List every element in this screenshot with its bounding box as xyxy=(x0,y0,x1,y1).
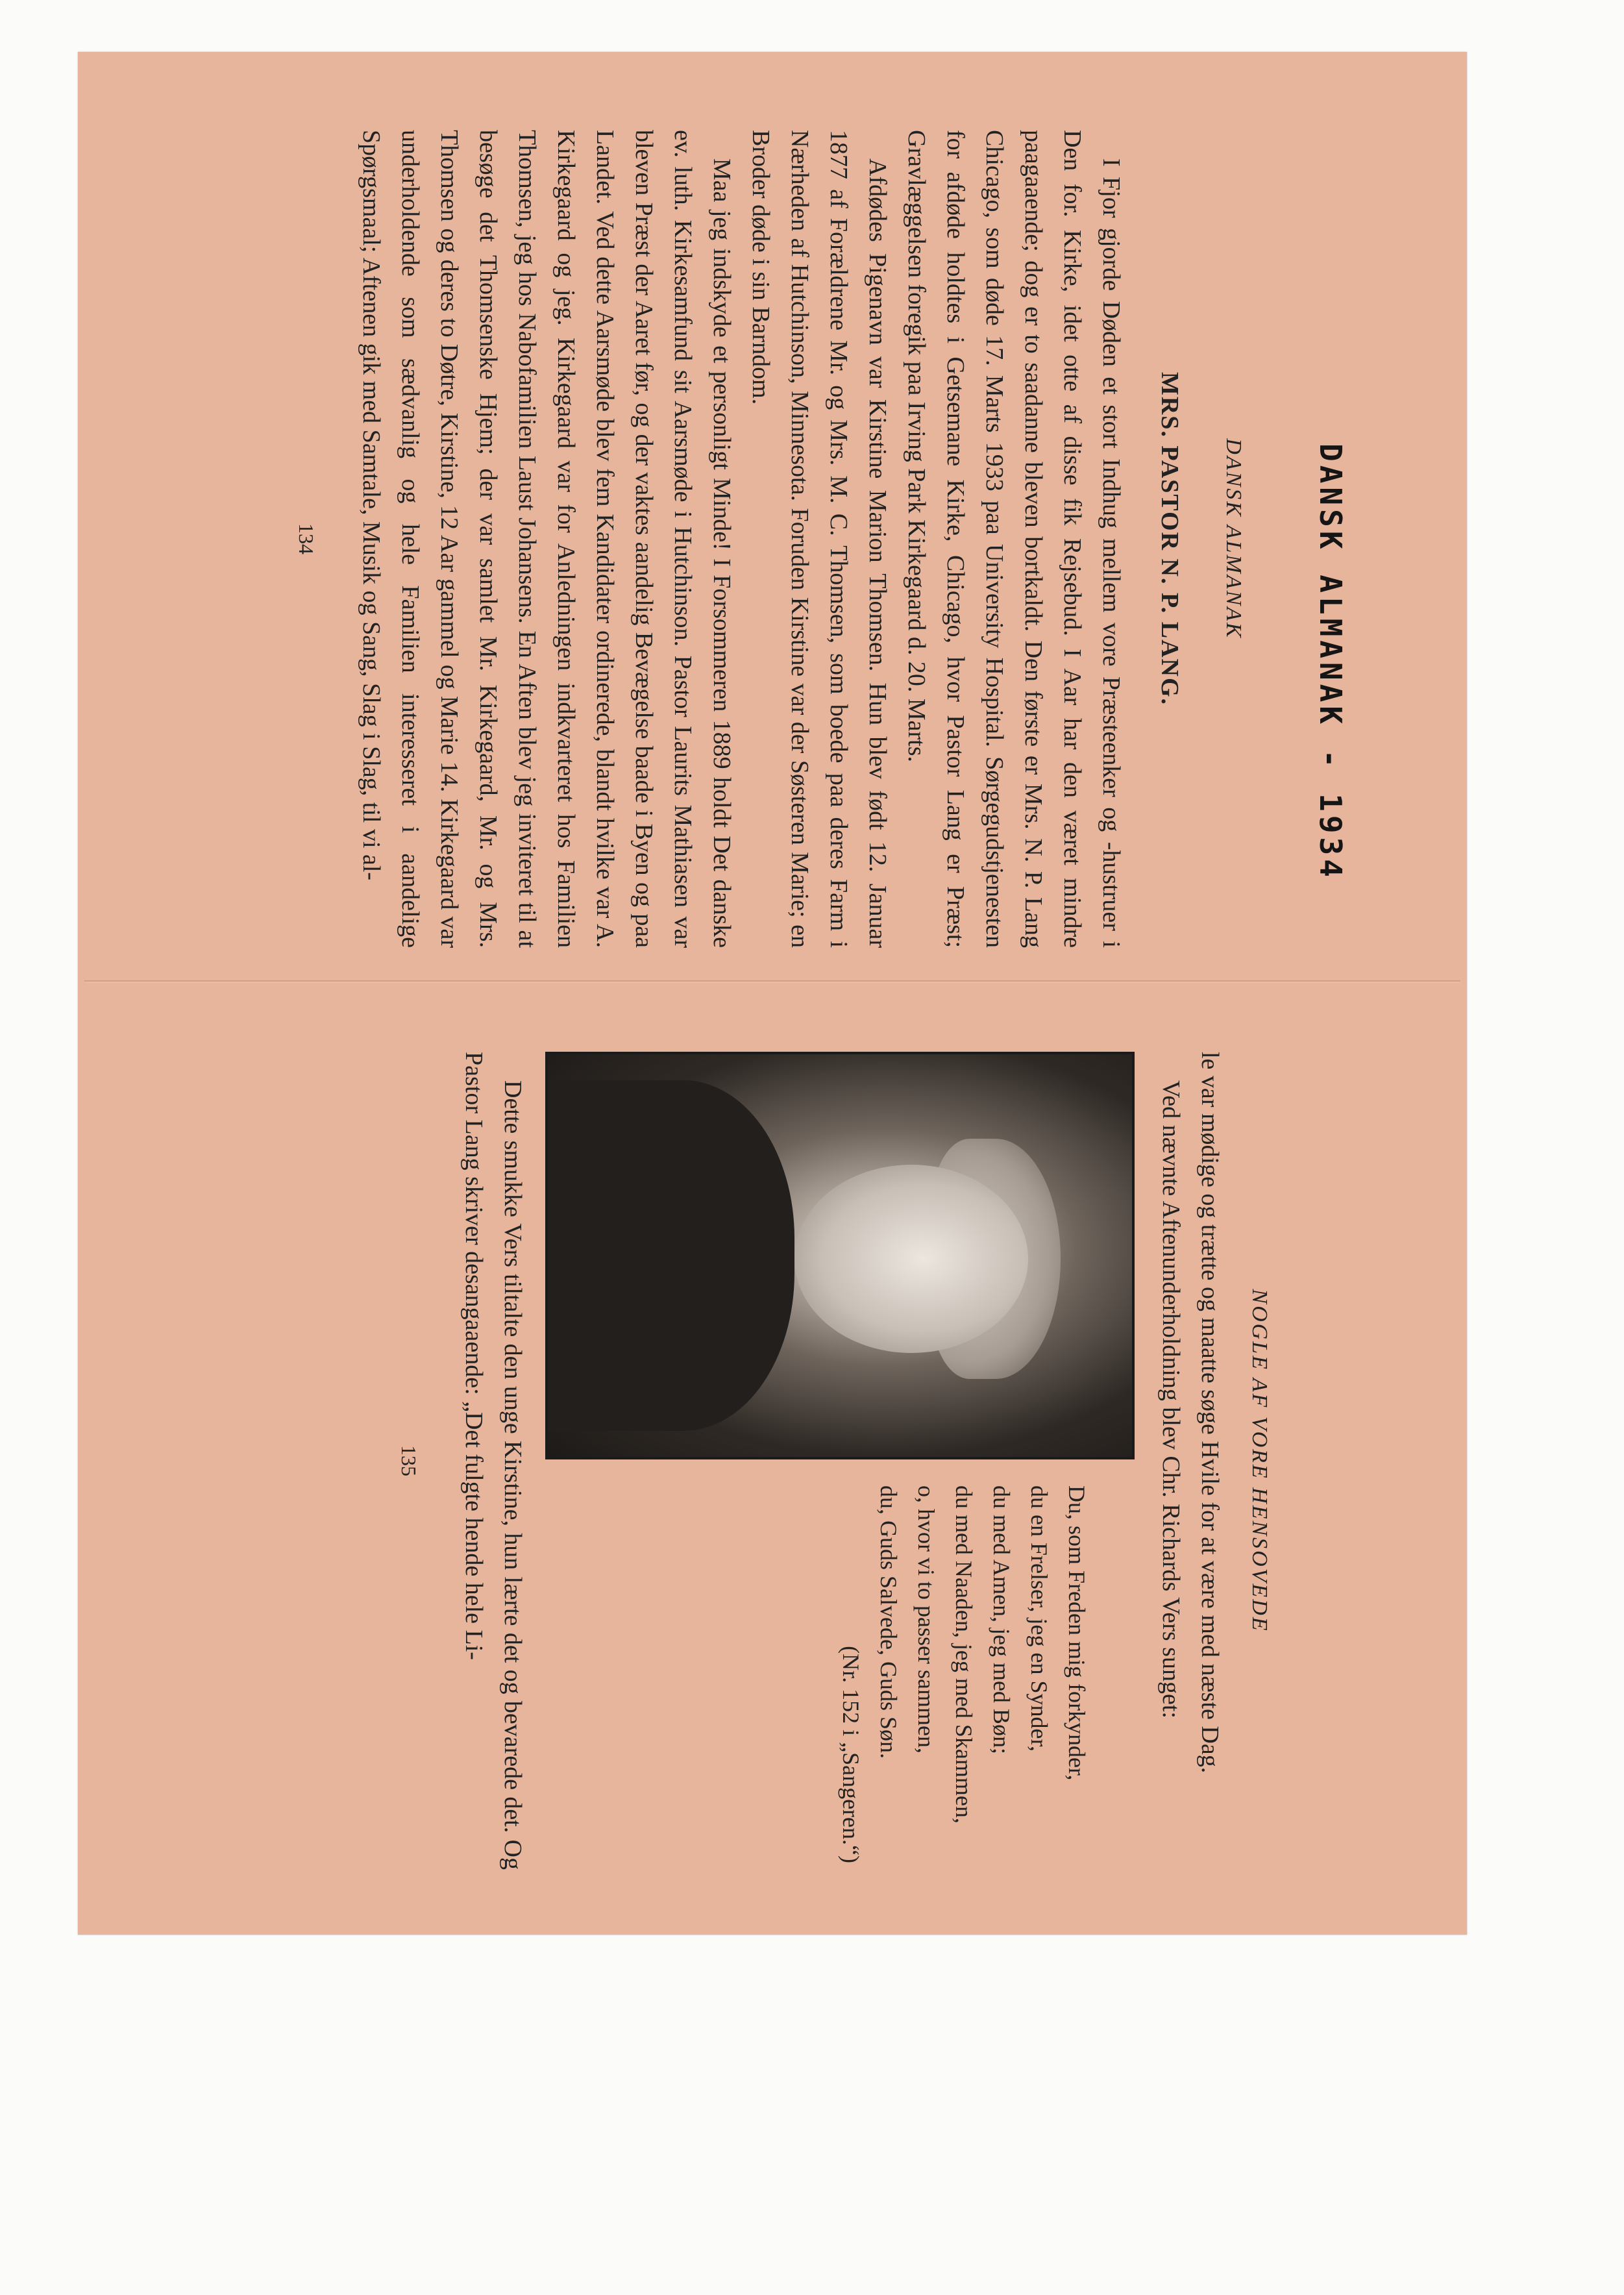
paragraph: Maa jeg indskyde et personligt Minde! I Forsommeren 1889 holdt Det danske ev. luth. Kirkesamfund sit Aarsmøde i Hutchinson. Pastor Laurits Mathiasen var bleven Præst der Aaret før, og der vaktes aandelig Bevægelse baade i Byen og paa Landet. Ved dette Aarsmøde blev fem Kandidater ordinerede, blandt hvilke var A. Kirkegaard og jeg. Kirkegaard var for Anledningen indkvarteret hos Familien Thomsen, jeg hos Nabofamilien Laust Johansens. En Aften blev jeg inviteret til at besøge det Thomsenske Hjem; der var samlet Mr. Kirkegaard, Mr. og Mrs. Thomsen og deres to Døtre, Kirstine, 12 Aar gammel og Marie 14. Kirkegaard var underholdende som sædvanlig og hele Familien interesseret i aandelige Spørgsmaal; Aftenen gik med Samtale, Musik og Sang, Slag i Slag, til vi al- xyxy=(358,130,735,948)
poem-line: du, Guds Salvede, Guds Søn. xyxy=(876,1485,902,1759)
poem-line: du en Frelser, jeg en Synder, xyxy=(1026,1485,1052,1752)
paragraph: I Fjor gjorde Døden et stort Indhug mellem vore Præsteenker og -hustruer i Den for. Kirke, idet otte af disse fik Rejsebud. I Aar har den været mindre paagaaende; dog er to saadanne bleven bortkaldt. Den første er Mrs. N. P. Lang Chicago, som døde 17. Marts 1933 paa University Hospital. Sørgegudstjenesten for afdøde holdtes i Getsemane Kirke, Chicago, hvor Pastor Lang er Præst; Gravlæggelsen foregik paa Irving Park Kirkegaard d. 20. Marts. xyxy=(903,130,1125,948)
page-header: DANSK ALMANAK xyxy=(1222,438,1246,639)
page-number: 135 xyxy=(397,1445,421,1476)
photo-and-poem xyxy=(545,1052,1135,1870)
page-135 xyxy=(266,1052,1279,1870)
paragraph: Dette smukke Vers tiltalte den unge Kirstine, hun lærte det og bevarede det. Og Pastor Lang skriver desangaaende: „Det fulgte hende hele Li- xyxy=(460,1052,526,1870)
page-134 xyxy=(240,130,1253,948)
paragraph: le var mødige og trætte og maatte søge Hvile for at være med næste Dag. xyxy=(1196,1052,1224,1774)
section-title: NOGLE AF VORE HENSOVEDE xyxy=(1248,1289,1272,1633)
poem-reference: (Nr. 152 i „Sangeren.“) xyxy=(838,1646,864,1863)
article-title: MRS. PASTOR N. P. LANG. xyxy=(1156,371,1183,706)
handwritten-note: DANSK ALMANAK - 1934 xyxy=(1313,443,1348,881)
poem-line: du med Amen, jeg med Bøn; xyxy=(989,1485,1015,1754)
poem-line: o, hvor vi to passer sammen, xyxy=(913,1485,939,1754)
paragraph: Afdødes Pigenavn var Kirstine Marion Thomsen. Hun blev født 12. Januar 1877 af Forældrene Mr. og Mrs. M. C. Thomsen, som boede paa deres Farm i Nærheden af Hutchinson, Minnesota. Foruden Kirstine var der Søsteren Marie; en Broder døde i sin Barndom. xyxy=(747,130,891,948)
portrait-face xyxy=(794,1165,1028,1353)
paragraph: Ved nævnte Aftenunderholdning blev Chr. Richards Vers sunget: xyxy=(1157,1080,1185,1718)
poem xyxy=(545,1485,1135,1870)
page-number: 134 xyxy=(295,523,318,554)
poem-line: Du, som Freden mig forkynder, xyxy=(1064,1485,1090,1781)
portrait-body xyxy=(548,1080,794,1431)
page-fold xyxy=(84,980,1460,983)
portrait-photo xyxy=(545,1052,1135,1459)
poem-line: du med Naaden, jeg med Skammen, xyxy=(951,1485,977,1824)
